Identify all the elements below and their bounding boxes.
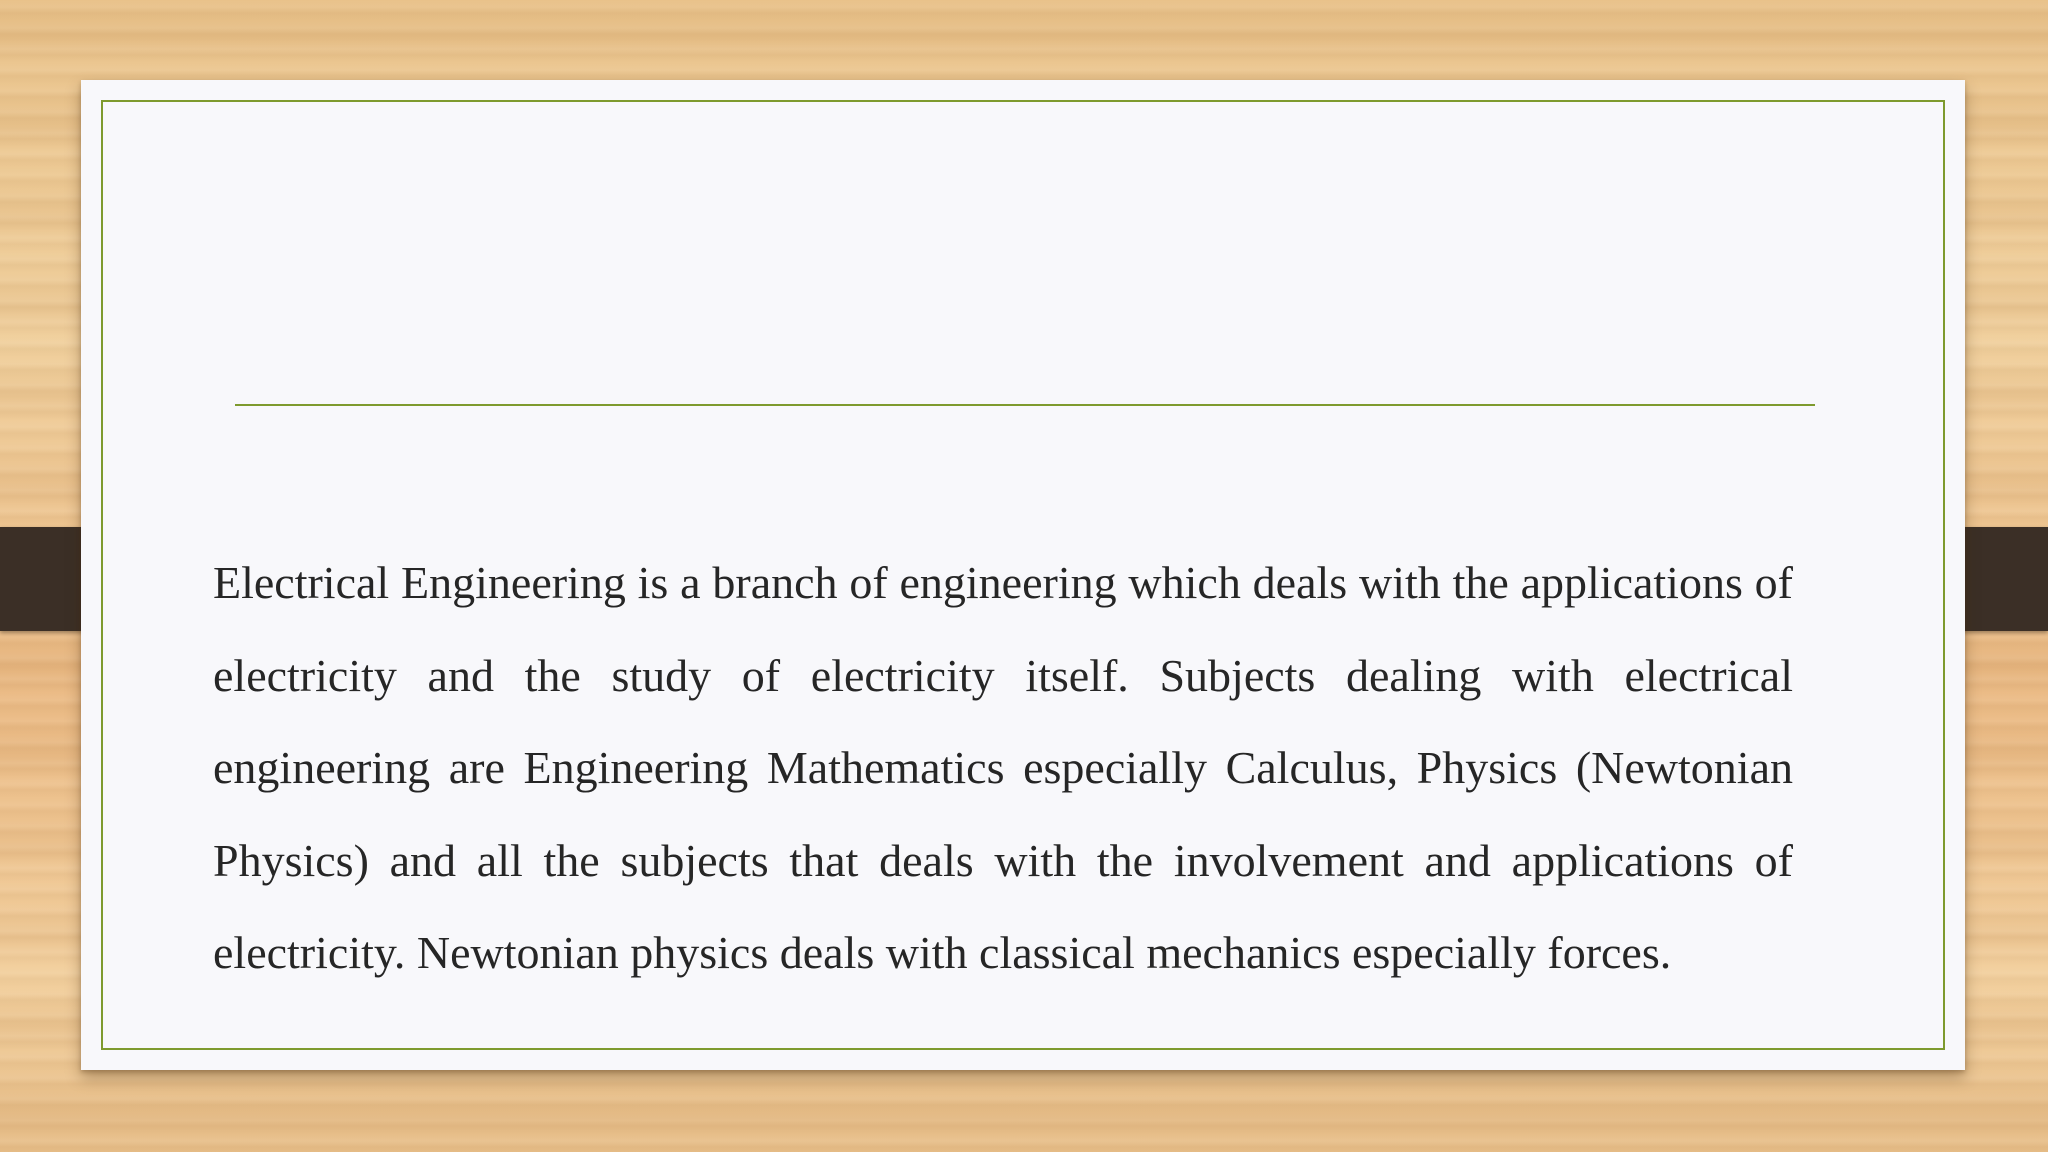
slide-body-text: Electrical Engineering is a branch of engineering which deals with the applications of electricity and the study of electricity itself. Subjects dealing with electrical engineering are Engineering Mathematics especially Calculus, Physics (Newtonian Physics) and all the subjects that deals with the involvement and applications of electricity. Newtonian physics deals with classical mechanics especially forces. — [213, 557, 1793, 978]
title-divider-line — [235, 404, 1815, 406]
slide-card — [81, 80, 1965, 1070]
